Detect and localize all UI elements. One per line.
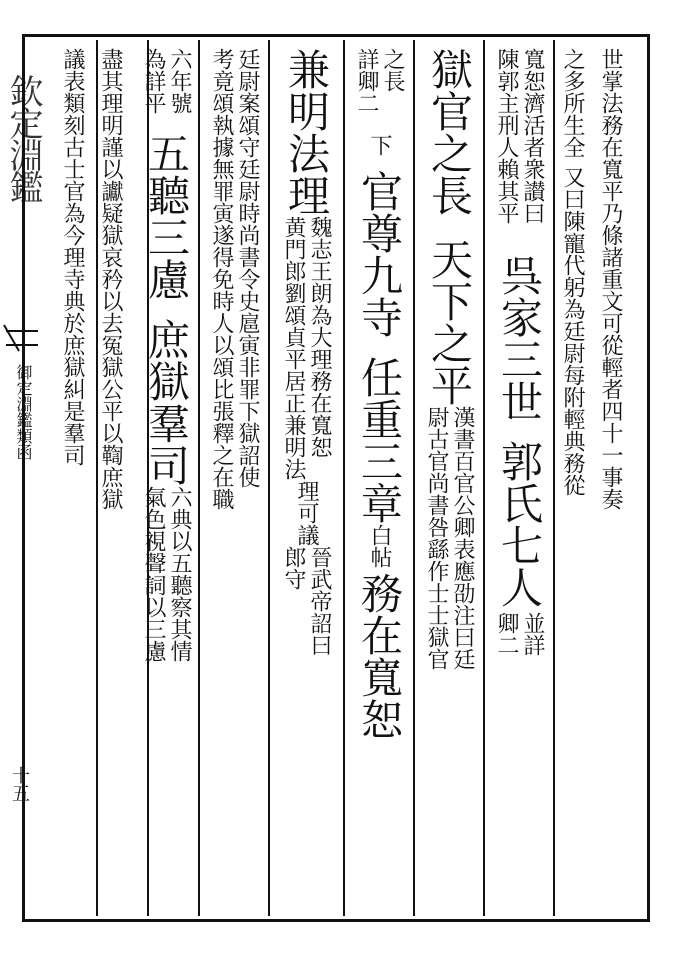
text-column bbox=[202, 48, 266, 912]
annotation-text: 陳郭主刑人賴其平 bbox=[494, 48, 519, 224]
annotation-text: 魏志王朗為大理務在寬恕 bbox=[307, 216, 332, 458]
paired-annotation bbox=[141, 48, 191, 114]
text-column bbox=[588, 48, 632, 912]
annotation-text: 之長 bbox=[380, 48, 405, 92]
column-text: 盡其理明謹以讞疑獄哀矜以去冤獄公平以鞫庶獄 bbox=[98, 48, 123, 510]
column-rule bbox=[483, 40, 485, 916]
text-column bbox=[486, 48, 552, 912]
annotation-text: 白帖 bbox=[367, 524, 392, 568]
main-phrase: 郭氏七人 bbox=[495, 440, 544, 608]
paired-annotation bbox=[424, 406, 474, 670]
text-column bbox=[416, 48, 482, 912]
paired-annotation bbox=[209, 48, 259, 92]
paired-annotation bbox=[294, 480, 318, 546]
column-text: 又曰陳寵代躬為廷尉每附輕典務從 bbox=[560, 166, 585, 496]
paired-annotation bbox=[141, 486, 191, 662]
text-column bbox=[272, 48, 340, 912]
main-phrase: 呉家三世 bbox=[495, 254, 544, 422]
main-phrase: 官尊九寺 bbox=[355, 170, 404, 338]
annotation-text: 漢書百官公卿表應劭注曰廷 bbox=[450, 406, 475, 670]
annotation-text: 卿二 bbox=[494, 612, 519, 656]
annotation-text: 下 bbox=[367, 134, 392, 156]
annotation-text: 寬恕濟活者衆讃曰 bbox=[520, 48, 545, 224]
paired-annotation bbox=[494, 48, 544, 224]
annotation-text: 考竟 bbox=[209, 48, 234, 92]
gutter-band bbox=[6, 330, 38, 346]
column-text: 之多所生全 bbox=[560, 48, 585, 158]
annotation-text: 尉古官尚書咎繇作士士獄官 bbox=[424, 406, 449, 670]
paired-annotation bbox=[209, 92, 259, 510]
annotation-text: 為詳平 bbox=[141, 48, 166, 114]
annotation-text: 六典以五聽察其情 bbox=[167, 486, 192, 662]
book-subtitle: 御定淵鑑類函 bbox=[14, 364, 33, 460]
main-phrase: 務在寬恕 bbox=[355, 572, 404, 740]
main-phrase: 獄官之長 bbox=[425, 48, 474, 216]
book-title: 欽定淵鑑 bbox=[3, 74, 43, 202]
text-column bbox=[346, 48, 412, 912]
text-column bbox=[54, 48, 90, 912]
column-text: 議表類刻古士官為今理寺典於庶獄糾是羣司 bbox=[60, 48, 85, 466]
text-column bbox=[134, 48, 198, 912]
annotation-text: 並詳 bbox=[520, 612, 545, 656]
annotation-text: 郎守 bbox=[281, 546, 306, 590]
page-number: 十五 bbox=[9, 766, 30, 802]
main-phrase: 庶獄羣司 bbox=[142, 318, 191, 486]
text-column bbox=[556, 48, 588, 912]
annotation-text: 六年號 bbox=[167, 48, 192, 114]
annotation-text: 黄門郎劉頌貞平居正兼明法 bbox=[281, 216, 306, 480]
annotation-text: 氣色視聲詞以三慮 bbox=[141, 486, 166, 662]
column-text: 世掌法務在寬平乃條諸重文可從輕者四十一事奏 bbox=[598, 48, 623, 510]
annotation-text: 理可議 bbox=[294, 480, 319, 546]
annotation-text: 廷尉 bbox=[235, 48, 260, 92]
main-phrase: 任重三章 bbox=[355, 356, 404, 524]
annotation-text: 案頌守廷尉時尚書令史扈寅非罪下獄詔使 bbox=[235, 92, 260, 488]
paired-annotation bbox=[494, 612, 544, 656]
column-rule bbox=[198, 40, 200, 916]
annotation-text: 頌執據無罪寅遂得免時人以頌比張釋之在職 bbox=[209, 92, 234, 510]
text-column bbox=[92, 48, 128, 912]
column-rule bbox=[413, 40, 415, 916]
column-rule bbox=[268, 40, 270, 916]
book-gutter bbox=[0, 34, 42, 922]
main-phrase: 天下之平 bbox=[425, 238, 474, 406]
column-rule bbox=[343, 40, 345, 916]
paired-annotation bbox=[281, 216, 331, 480]
annotation-text: 詳卿二 bbox=[354, 48, 379, 114]
column-rule bbox=[553, 40, 555, 916]
paired-annotation bbox=[281, 546, 331, 656]
main-phrase: 五聽三慮 bbox=[142, 132, 191, 300]
paired-annotation bbox=[354, 48, 404, 114]
main-phrase: 兼明法理 bbox=[282, 48, 331, 216]
annotation-text: 晉武帝詔曰 bbox=[307, 546, 332, 656]
